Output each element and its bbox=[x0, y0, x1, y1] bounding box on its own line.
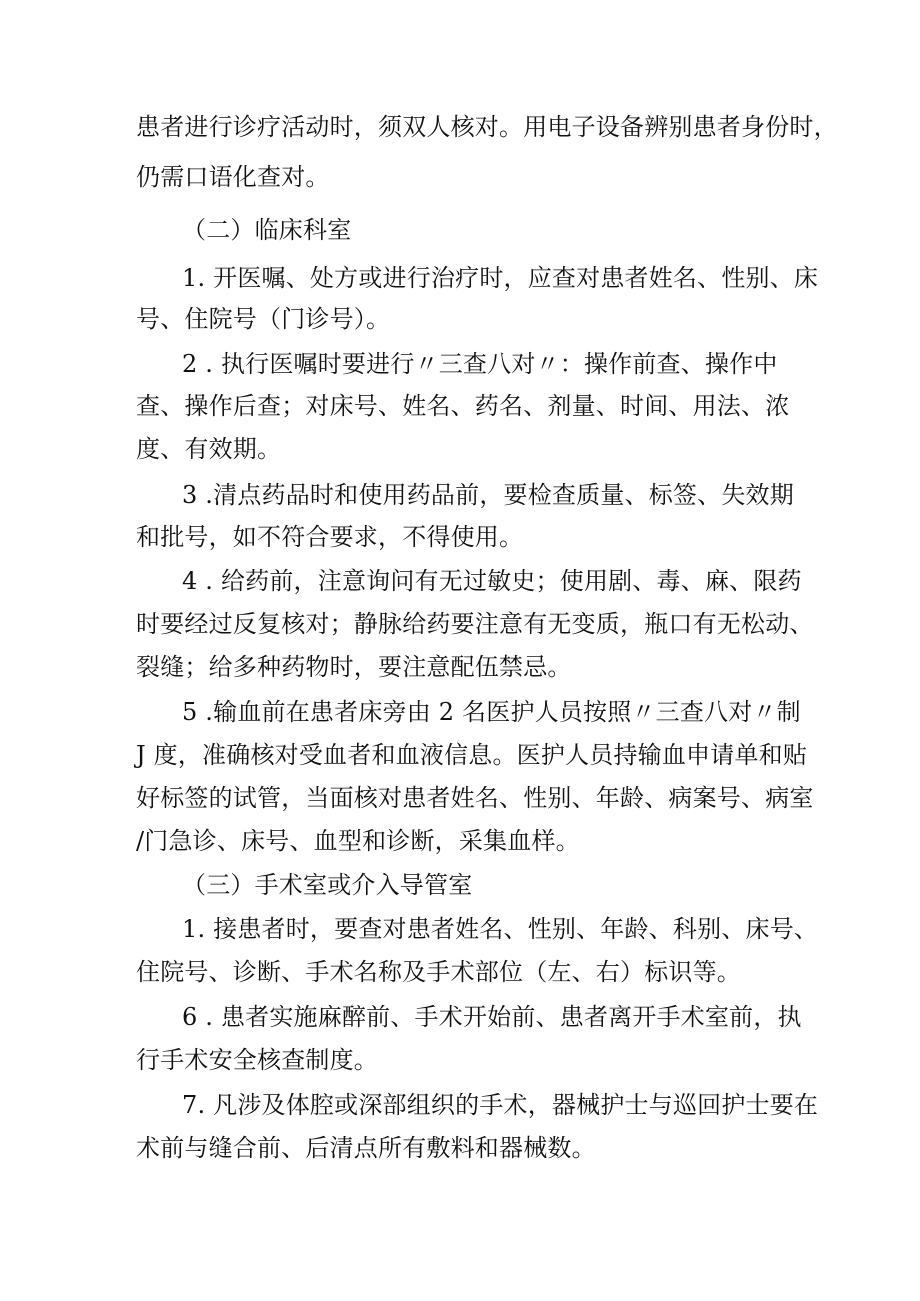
text-line: /门急诊、床号、血型和诊断，采集血样。 bbox=[136, 827, 580, 855]
text-line: 1. 开医嘱、处方或进行治疗时，应查对患者姓名、性别、床 bbox=[182, 264, 819, 292]
text-line: 和批号，如不符合要求，不得使用。 bbox=[136, 523, 524, 551]
text-line: 查、操作后查；对床号、姓名、药名、剂量、时间、用法、浓 bbox=[136, 392, 790, 420]
text-line: 时要经过反复核对；静脉给药要注意有无变质，瓶口有无松动、 bbox=[136, 610, 814, 638]
section-heading: （二）临床科室 bbox=[182, 216, 352, 244]
text-line: 患者进行诊疗活动时，须双人核对。用电子设备辨别患者身份时， bbox=[136, 113, 838, 141]
text-line: 好标签的试管，当面核对患者姓名、性别、年龄、病案号、病室 bbox=[136, 784, 814, 812]
text-line: 7. 凡涉及体腔或深部组织的手术，器械护士与巡回护士要在 bbox=[182, 1091, 819, 1119]
text-line: 裂缝；给多种药物时，要注意配伍禁忌。 bbox=[136, 653, 572, 681]
text-line: 住院号、诊断、手术名称及手术部位（左、右）标识等。 bbox=[136, 958, 741, 986]
text-line: 1. 接患者时，要查对患者姓名、性别、年龄、科别、床号、 bbox=[182, 915, 819, 943]
text-line: 3 .清点药品时和使用药品前，要检查质量、标签、失效期 bbox=[182, 481, 794, 509]
text-line: J 度，准确核对受血者和血液信息。医护人员持输血申请单和贴 bbox=[136, 741, 808, 769]
text-line: 5 .输血前在患者床旁由 2 名医护人员按照〃三查八对〃制 bbox=[182, 698, 801, 726]
section-heading: （三）手术室或介入导管室 bbox=[182, 871, 473, 899]
text-line: 行手术安全核查制度。 bbox=[136, 1046, 378, 1074]
text-line: 6 . 患者实施麻醉前、手术开始前、患者离开手术室前，执 bbox=[182, 1003, 802, 1031]
text-line: 术前与缝合前、后清点所有敷料和器械数。 bbox=[136, 1134, 596, 1162]
text-line: 度、有效期。 bbox=[136, 435, 282, 463]
text-line: 号、住院号（门诊号）。 bbox=[136, 305, 391, 333]
text-line: 4 . 给药前，注意询问有无过敏史；使用剧、毒、麻、限药 bbox=[182, 567, 802, 595]
text-line: 2 . 执行医嘱时要进行〃三查八对〃：操作前查、操作中 bbox=[182, 350, 778, 378]
text-line: 仍需口语化查对。 bbox=[136, 163, 330, 191]
